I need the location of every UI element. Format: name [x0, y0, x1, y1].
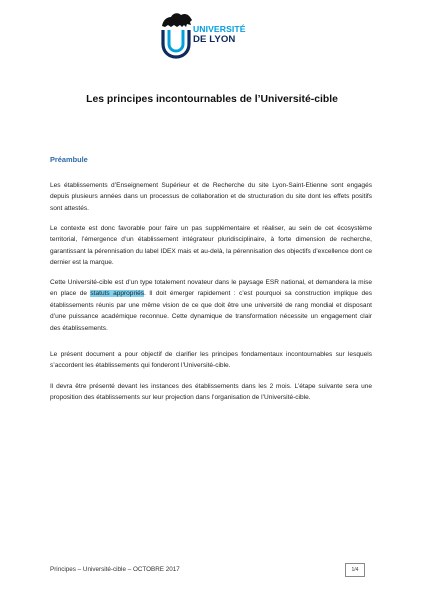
- document-title: Les principes incontournables de l’Université-cible: [86, 94, 338, 105]
- paragraph-3-text-after: . Il doit émerger rapidement : c’est pourquoi sa construction implique des établissements réunis par une même vision de ce que doit être une université de rang mondial et disposant d’une puissance académique reconnue. Cette dynamique de transformation nécessite un engagement clair des établissements.: [50, 290, 372, 332]
- logo-line-1: UNIVERSITÉ: [193, 24, 246, 34]
- paragraph-4: Le présent document a pour objectif de clarifier les principes fondamentaux incontournables sur lesquels s’accordent les établissements qui fonderont l’Université-cible.: [50, 351, 372, 370]
- paragraph-5: Il devra être présenté devant les instances des établissements dans les 2 mois. L’étape suivante sera une proposition des établissements sur leur projection dans l’organisation de l’Université-cible.: [50, 383, 372, 402]
- page-number: 1/4: [345, 563, 365, 577]
- paragraph-1: Les établissements d’Enseignement Supérieur et de Recherche du site Lyon-Saint-Etienne sont engagés depuis plusieurs années dans un processus de collaboration et de structuration du site dont les effets positifs sont attestés.: [50, 182, 372, 212]
- logo-line-2: DE LYON: [193, 33, 236, 45]
- paragraph-2: Le contexte est donc favorable pour faire un pas supplémentaire et réaliser, au sein de cet écosystème territorial, l’émergence d’un établissement intégrateur pluridisciplinaire, à forte dimension de recherche, garantissant la pérennisation du label IDEX mais et au-delà, la pérennisation des objectifs d’excellence dont ce dernier est la marque.: [50, 225, 372, 267]
- highlighted-text: statuts appropriés: [90, 290, 145, 298]
- paragraph-3-text-before: Cette Université-cible est d’un type totalement novateur dans le paysage ESR national, et demandera la mise en place de: [50, 279, 372, 298]
- lion-shield-icon: [160, 11, 194, 59]
- logo-wordmark: [193, 25, 246, 44]
- section-heading-preambule: Préambule: [50, 155, 88, 164]
- footer-text: Principes – Université-cible – OCTOBRE 2017: [50, 566, 180, 573]
- universite-de-lyon-logo: [160, 11, 270, 59]
- paragraph-3: [50, 277, 372, 334]
